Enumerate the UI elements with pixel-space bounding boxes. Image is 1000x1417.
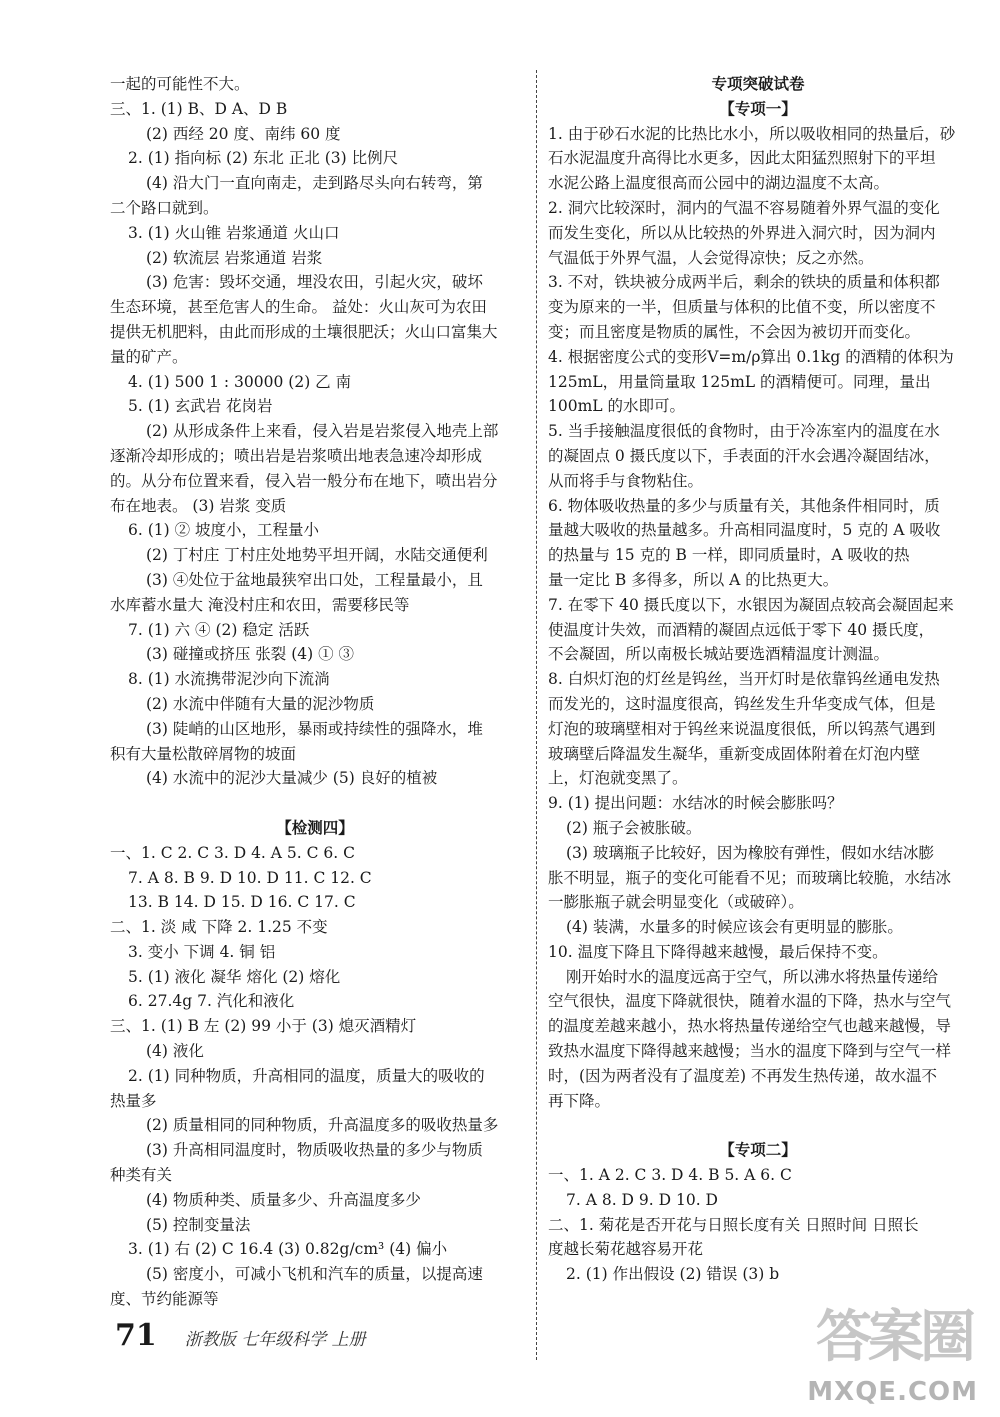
right-text-line: 空气很快，温度下降就很快，随着水温的下降，热水与空气 (548, 992, 952, 1011)
right-section-heading: 专项突破试卷 (711, 74, 805, 93)
left-text-line: 度、节约能源等 (110, 1290, 219, 1309)
right-text-line: 胀不明显，瓶子的变化可能看不见；而玻璃比较脆，水结冰 (548, 868, 952, 887)
left-text-line: 7. (1) 六 ④ (2) 稳定 活跃 (128, 620, 310, 639)
left-text-line: (4) 水流中的泥沙大量减少 (5) 良好的植被 (146, 769, 438, 788)
right-text-line: 2. (1) 作出假设 (2) 错误 (3) b (566, 1265, 780, 1284)
left-text-line: 3. (1) 火山锥 岩浆通道 火山口 (128, 223, 340, 242)
right-text-line: 的温度差越来越小，热水将热量传递给空气也越来越慢，导 (548, 1017, 952, 1036)
right-text-line: 石水泥温度升高得比水更多，因此太阳猛烈照射下的平坦 (548, 149, 936, 168)
book-title: 浙教版 七年级科学 上册 (184, 1330, 366, 1350)
left-text-line: 4. (1) 500 1 : 30000 (2) 乙 南 (128, 372, 352, 391)
left-text-line: 5. (1) 玄武岩 花岗岩 (128, 397, 273, 416)
left-text-line: 提供无机肥料，由此而形成的土壤很肥沃；火山口富集大 (110, 322, 498, 341)
left-text-line: 6. (1) ② 坡度小，工程量小 (128, 521, 320, 540)
right-text-line: 灯泡的玻璃壁相对于钨丝来说温度很低，所以钨蒸气遇到 (548, 719, 936, 738)
right-text-line: 一膨胀瓶子就会明显变化（或破碎）。 (548, 893, 804, 912)
left-text-line: (4) 沿大门一直向南走，走到路尽头向右转弯，第 (146, 174, 483, 193)
right-text-line: 量越大吸收的热量越多。升高相同温度时，5 克的 A 吸收 (548, 521, 941, 540)
left-text-line: (3) 碰撞或挤压 张裂 (4) ① ③ (146, 645, 355, 664)
page-footer (115, 1318, 366, 1358)
left-text-line: (3) 升高相同温度时，物质吸收热量的多少与物质 (146, 1141, 483, 1160)
right-text-line: 玻璃壁后降温发生凝华，重新变成固体附着在灯泡内壁 (548, 744, 921, 763)
left-text-line: 三、1. (1) B、D A、D B (110, 99, 288, 118)
left-text-line: 7. A 8. B 9. D 10. D 11. C 12. C (128, 868, 372, 887)
left-text-line: 二、1. 淡 咸 下降 2. 1.25 不变 (110, 918, 328, 937)
left-text-line: (4) 物质种类、质量多少、升高温度多少 (146, 1190, 421, 1209)
left-text-line: (5) 密度小，可减小飞机和汽车的质量，以提高速 (146, 1265, 483, 1284)
left-text-line: (5) 控制变量法 (146, 1215, 251, 1234)
right-section-heading: 【专项一】 (719, 98, 797, 118)
right-text-line: 量一定比 B 多得多，所以 A 的比热更大。 (548, 570, 839, 589)
right-text-line: 125mL，用量筒量取 125mL 的酒精便可。同理，量出 (548, 372, 931, 391)
left-text-line (110, 791, 520, 816)
left-text-line: 种类有关 (110, 1166, 173, 1185)
right-text-line: 而发光的，这时温度很高，钨丝发生升华变成气体，但是 (548, 694, 936, 713)
left-text-line: 3. 变小 下调 4. 铜 铝 (128, 942, 276, 961)
right-text-line: 变；而且密度是物质的属性，不会因为被切开而变化。 (548, 322, 921, 341)
right-text-line: 水泥公路上温度很高而公园中的湖边温度不太高。 (548, 174, 890, 193)
right-text-line: 再下降。 (548, 1091, 611, 1110)
right-text-line: 2. 洞穴比较深时，洞内的气温不容易随着外界气温的变化 (548, 198, 940, 217)
left-text-line: (2) 水流中伴随有大量的泥沙物质 (146, 694, 375, 713)
right-text-line: 刚开始时水的温度远高于空气，所以沸水将热量传递给 (566, 967, 939, 986)
right-text-line: 6. 物体吸收热量的多少与质量有关，其他条件相同时，质 (548, 496, 940, 515)
left-text-line: 逐渐冷却形成的；喷出岩是岩浆喷出地表急速冷却形成 (110, 446, 483, 465)
left-text-line: 13. B 14. D 15. D 16. C 17. C (128, 893, 356, 912)
page-number: 71 (115, 1318, 157, 1353)
watermark-glyphs: 答案圈 (816, 1305, 972, 1370)
left-text-line: 积有大量松散碎屑物的坡面 (110, 744, 297, 763)
right-text-line: 而发生变化，所以从比较热的外界进入洞穴时，因为洞内 (548, 223, 936, 242)
right-text-line: 的凝固点 0 摄氏度以下，手表面的汗水会遇冷凝固结冰， (548, 446, 940, 465)
right-text-line: 不会凝固，所以南极长城站要选酒精温度计测温。 (548, 645, 890, 664)
right-text-line: 4. 根据密度公式的变形V=m/ρ算出 0.1kg 的酒精的体积为 (548, 347, 954, 366)
left-text-line: 6. 27.4g 7. 汽化和液化 (128, 992, 295, 1011)
left-text-line: 2. (1) 同种物质，升高相同的温度，质量大的吸收的 (128, 1066, 485, 1085)
left-text-line: (2) 丁村庄 丁村庄处地势平坦开阔，水陆交通便利 (146, 546, 488, 565)
right-text-line: 使温度计失效，而酒精的凝固点远低于零下 40 摄氏度， (548, 620, 935, 639)
right-text-line: 100mL 的水即可。 (548, 397, 686, 416)
left-text-line: (2) 从形成条件上来看，侵入岩是岩浆侵入地壳上部 (146, 422, 499, 441)
right-text-line: 9. (1) 提出问题：水结冰的时候会膨胀吗？ (548, 794, 843, 813)
left-text-line: 3. (1) 右 (2) C 16.4 (3) 0.82g/cm³ (4) 偏小 (128, 1240, 448, 1259)
right-text-line: 5. 当手接触温度很低的食物时，由于冷冻室内的温度在水 (548, 422, 940, 441)
right-text-line: 变为原来的一半，但质量与体积的比值不变，所以密度不 (548, 298, 936, 317)
right-text-line: 10. 温度下降且下降得越来越慢，最后保持不变。 (548, 942, 888, 961)
right-text-line: 3. 不对，铁块被分成两半后，剩余的铁块的质量和体积都 (548, 273, 940, 292)
left-text-line: 三、1. (1) B 左 (2) 99 小于 (3) 熄灭酒精灯 (110, 1017, 417, 1036)
right-text-line: 二、1. 菊花是否开花与日照长度有关 日照时间 日照长 (548, 1215, 919, 1234)
left-text-line: 5. (1) 液化 凝华 熔化 (2) 熔化 (128, 967, 341, 986)
right-text-line: 7. A 8. D 9. D 10. D (566, 1190, 718, 1209)
right-text-line: 一、1. A 2. C 3. D 4. B 5. A 6. C (548, 1166, 792, 1185)
right-text-line: 1. 由于砂石水泥的比热比水小，所以吸收相同的热量后，砂 (548, 124, 956, 143)
right-text-line: (3) 玻璃瓶子比较好，因为橡胶有弹性，假如水结冰膨 (566, 843, 934, 862)
left-text-line: 量的矿产。 (110, 347, 188, 366)
watermark-logo (768, 1287, 978, 1407)
column-divider (536, 70, 537, 1360)
left-text-line: (2) 质量相同的同种物质，升高温度多的吸收热量多 (146, 1116, 499, 1135)
left-text-line: 一起的可能性不大。 (110, 75, 250, 93)
left-text-line: 生态环境，甚至危害人的生命。 益处：火山灰可为农田 (110, 298, 487, 317)
right-text-line: 7. 在零下 40 摄氏度以下，水银因为凝固点较高会凝固起来 (548, 595, 954, 614)
right-text-line: 从而将手与食物粘住。 (548, 471, 704, 490)
left-text-line: 2. (1) 指向标 (2) 东北 正北 (3) 比例尺 (128, 149, 399, 168)
left-text-line: (3) 危害：毁坏交通，埋没农田，引起火灾，破坏 (146, 273, 483, 292)
left-text-line: 水库蓄水量大 淹没村庄和农田，需要移民等 (110, 595, 410, 614)
left-text-line: (4) 液化 (146, 1042, 204, 1061)
right-text-line: 度越长菊花越容易开花 (548, 1240, 704, 1259)
left-text-line: (3) ④处位于盆地最狭窄出口处，工程量最小，且 (146, 570, 483, 589)
left-text-line: (3) 陡峭的山区地形，暴雨或持续性的强降水，堆 (146, 719, 483, 738)
right-section-heading: 【专项二】 (719, 1140, 797, 1160)
right-text-line: (2) 瓶子会被胀破。 (566, 818, 702, 837)
right-text-line (548, 1113, 968, 1138)
left-text-line: 热量多 (110, 1091, 157, 1110)
left-text-line: 一、1. C 2. C 3. D 4. A 5. C 6. C (110, 843, 355, 862)
left-section-heading: 【检测四】 (276, 817, 354, 837)
left-text-line: (2) 软流层 岩浆通道 岩浆 (146, 248, 323, 267)
left-text-line: 8. (1) 水流携带泥沙向下流淌 (128, 670, 330, 689)
right-text-line: (4) 装满，水量多的时候应该会有更明显的膨胀。 (566, 918, 903, 937)
right-column (548, 72, 968, 1287)
right-text-line: 气温低于外界气温，人会觉得凉快；反之亦然。 (548, 248, 874, 267)
right-text-line: 时，(因为两者没有了温度差) 不再发生热传递，故水温不 (548, 1066, 938, 1085)
right-text-line: 的热量与 15 克的 B 一样，即同质量时，A 吸收的热 (548, 546, 910, 565)
right-text-line: 上，灯泡就变黑了。 (548, 769, 688, 788)
watermark-site: MXQE.COM (807, 1377, 978, 1407)
left-column (110, 72, 520, 1312)
right-text-line: 8. 白炽灯泡的灯丝是钨丝，当开灯时是依靠钨丝通电发热 (548, 670, 940, 689)
left-text-line: 二个路口就到。 (110, 198, 219, 217)
left-text-line: 的。从分布位置来看，侵入岩一般分布在地下，喷出岩分 (110, 471, 498, 490)
right-text-line: 致热水温度下降得越来越慢；当水的温度下降到与空气一样 (548, 1042, 952, 1061)
left-text-line: 布在地表。 (3) 岩浆 变质 (110, 496, 287, 515)
left-text-line: (2) 西经 20 度、南纬 60 度 (146, 124, 341, 143)
